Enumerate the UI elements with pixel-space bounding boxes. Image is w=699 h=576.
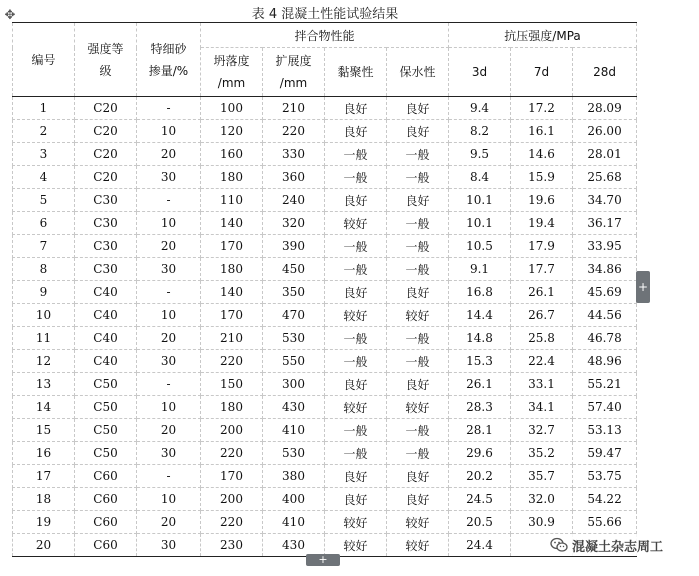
cell-id: 20 <box>13 534 75 557</box>
cell-sand-content: 10 <box>137 304 201 327</box>
cell-grade: C20 <box>75 166 137 189</box>
cell-spread: 530 <box>263 442 325 465</box>
cell-strength-7d: 32.0 <box>511 488 573 511</box>
table-row <box>13 97 637 120</box>
cell-strength-28d: 28.01 <box>573 143 637 166</box>
cell-strength-7d: 33.1 <box>511 373 573 396</box>
cell-strength-28d: 36.17 <box>573 212 637 235</box>
cell-water-retention: 一般 <box>387 258 449 281</box>
watermark <box>548 534 667 556</box>
cell-slump: 180 <box>201 396 263 419</box>
cell-id: 1 <box>13 97 75 120</box>
cell-strength-28d: 25.68 <box>573 166 637 189</box>
cell-id: 17 <box>13 465 75 488</box>
cell-water-retention: 良好 <box>387 120 449 143</box>
cell-grade: C30 <box>75 212 137 235</box>
table-row <box>13 511 637 534</box>
cell-spread: 360 <box>263 166 325 189</box>
table-row <box>13 281 637 304</box>
cell-spread: 450 <box>263 258 325 281</box>
cell-strength-7d: 26.1 <box>511 281 573 304</box>
cell-sand-content: 20 <box>137 419 201 442</box>
cell-water-retention: 一般 <box>387 350 449 373</box>
cell-water-retention: 较好 <box>387 304 449 327</box>
cell-grade: C20 <box>75 143 137 166</box>
cell-slump: 180 <box>201 258 263 281</box>
cell-id: 15 <box>13 419 75 442</box>
cell-strength-3d: 28.3 <box>449 396 511 419</box>
cell-water-retention: 一般 <box>387 327 449 350</box>
cell-strength-28d: 28.09 <box>573 97 637 120</box>
cell-cohesion: 一般 <box>325 442 387 465</box>
cell-sand-content: 30 <box>137 534 201 557</box>
cell-strength-7d: 19.4 <box>511 212 573 235</box>
cell-spread: 430 <box>263 534 325 557</box>
cell-id: 3 <box>13 143 75 166</box>
table-row <box>13 465 637 488</box>
cell-cohesion: 良好 <box>325 488 387 511</box>
cell-strength-7d: 19.6 <box>511 189 573 212</box>
cell-slump: 210 <box>201 327 263 350</box>
cell-slump: 220 <box>201 511 263 534</box>
cell-id: 16 <box>13 442 75 465</box>
header-mix-properties: 拌合物性能 <box>201 23 449 48</box>
cell-spread: 410 <box>263 511 325 534</box>
cell-strength-7d: 22.4 <box>511 350 573 373</box>
cell-grade: C60 <box>75 511 137 534</box>
header-slump: 坍落度 /mm <box>201 48 263 97</box>
cell-cohesion: 良好 <box>325 189 387 212</box>
cell-spread: 470 <box>263 304 325 327</box>
cell-slump: 100 <box>201 97 263 120</box>
cell-strength-3d: 8.4 <box>449 166 511 189</box>
cell-water-retention: 一般 <box>387 143 449 166</box>
header-3d: 3d <box>449 48 511 97</box>
cell-water-retention: 一般 <box>387 442 449 465</box>
cell-id: 7 <box>13 235 75 258</box>
cell-id: 18 <box>13 488 75 511</box>
cell-sand-content: - <box>137 189 201 212</box>
cell-id: 8 <box>13 258 75 281</box>
cell-grade: C30 <box>75 189 137 212</box>
cell-id: 12 <box>13 350 75 373</box>
cell-id: 11 <box>13 327 75 350</box>
cell-strength-3d: 8.2 <box>449 120 511 143</box>
cell-sand-content: 20 <box>137 511 201 534</box>
cell-cohesion: 一般 <box>325 166 387 189</box>
cell-sand-content: 20 <box>137 143 201 166</box>
cell-grade: C40 <box>75 350 137 373</box>
cell-sand-content: - <box>137 373 201 396</box>
cell-slump: 180 <box>201 166 263 189</box>
cell-slump: 140 <box>201 281 263 304</box>
cell-water-retention: 良好 <box>387 488 449 511</box>
cell-strength-28d: 26.00 <box>573 120 637 143</box>
cell-strength-7d: 14.6 <box>511 143 573 166</box>
cell-strength-28d: 45.69 <box>573 281 637 304</box>
cell-strength-3d: 24.5 <box>449 488 511 511</box>
cell-cohesion: 一般 <box>325 143 387 166</box>
cell-strength-28d: 55.66 <box>573 511 637 534</box>
cell-strength-28d: 53.75 <box>573 465 637 488</box>
cell-strength-7d: 35.7 <box>511 465 573 488</box>
add-column-button[interactable]: + <box>636 271 650 303</box>
cell-sand-content: 30 <box>137 442 201 465</box>
cell-slump: 220 <box>201 350 263 373</box>
cell-strength-7d: 34.1 <box>511 396 573 419</box>
cell-strength-7d: 30.9 <box>511 511 573 534</box>
table-row <box>13 396 637 419</box>
cell-grade: C50 <box>75 396 137 419</box>
table-row <box>13 258 637 281</box>
cell-id: 10 <box>13 304 75 327</box>
cell-strength-7d: 35.2 <box>511 442 573 465</box>
cell-grade: C20 <box>75 120 137 143</box>
cell-sand-content: 10 <box>137 488 201 511</box>
header-cohesion: 黏聚性 <box>325 48 387 97</box>
cell-grade: C30 <box>75 235 137 258</box>
cell-strength-7d: 15.9 <box>511 166 573 189</box>
cell-strength-7d: 17.2 <box>511 97 573 120</box>
cell-spread: 410 <box>263 419 325 442</box>
cell-strength-3d: 9.1 <box>449 258 511 281</box>
header-7d: 7d <box>511 48 573 97</box>
cell-sand-content: 30 <box>137 258 201 281</box>
cell-water-retention: 良好 <box>387 189 449 212</box>
table-row <box>13 304 637 327</box>
cell-id: 19 <box>13 511 75 534</box>
cell-strength-28d: 33.95 <box>573 235 637 258</box>
header-spread: 扩展度 /mm <box>263 48 325 97</box>
cell-strength-3d: 16.8 <box>449 281 511 304</box>
table-row <box>13 143 637 166</box>
cell-slump: 230 <box>201 534 263 557</box>
cell-water-retention: 较好 <box>387 534 449 557</box>
cell-strength-3d: 26.1 <box>449 373 511 396</box>
cell-slump: 150 <box>201 373 263 396</box>
cell-sand-content: 10 <box>137 212 201 235</box>
cell-slump: 160 <box>201 143 263 166</box>
table-row <box>13 189 637 212</box>
cell-strength-3d: 10.5 <box>449 235 511 258</box>
cell-cohesion: 较好 <box>325 304 387 327</box>
cell-strength-3d: 10.1 <box>449 212 511 235</box>
cell-strength-7d: 26.7 <box>511 304 573 327</box>
cell-strength-3d: 29.6 <box>449 442 511 465</box>
cell-strength-7d: 17.7 <box>511 258 573 281</box>
cell-strength-3d: 20.5 <box>449 511 511 534</box>
cell-slump: 200 <box>201 419 263 442</box>
cell-strength-7d: 17.9 <box>511 235 573 258</box>
cell-slump: 220 <box>201 442 263 465</box>
cell-cohesion: 一般 <box>325 327 387 350</box>
cell-cohesion: 良好 <box>325 120 387 143</box>
cell-strength-28d: 53.13 <box>573 419 637 442</box>
cell-spread: 320 <box>263 212 325 235</box>
cell-sand-content: 20 <box>137 327 201 350</box>
table-title: 表 4 混凝土性能试验结果 <box>251 7 399 22</box>
table-row <box>13 442 637 465</box>
cell-grade: C40 <box>75 327 137 350</box>
cell-id: 4 <box>13 166 75 189</box>
cell-cohesion: 一般 <box>325 350 387 373</box>
cell-sand-content: 30 <box>137 350 201 373</box>
table-row <box>13 373 637 396</box>
results-table <box>12 22 637 557</box>
cell-grade: C30 <box>75 258 137 281</box>
cell-water-retention: 一般 <box>387 212 449 235</box>
table-row <box>13 212 637 235</box>
cell-cohesion: 良好 <box>325 281 387 304</box>
cell-spread: 400 <box>263 488 325 511</box>
cell-cohesion: 一般 <box>325 235 387 258</box>
cell-strength-3d: 15.3 <box>449 350 511 373</box>
cell-slump: 110 <box>201 189 263 212</box>
cell-spread: 530 <box>263 327 325 350</box>
cell-strength-28d: 48.96 <box>573 350 637 373</box>
header-grade: 强度等 级 <box>75 23 137 97</box>
cell-grade: C50 <box>75 419 137 442</box>
cell-spread: 430 <box>263 396 325 419</box>
cell-grade: C50 <box>75 442 137 465</box>
cell-cohesion: 良好 <box>325 465 387 488</box>
cell-water-retention: 良好 <box>387 373 449 396</box>
cell-spread: 240 <box>263 189 325 212</box>
add-row-button[interactable]: + <box>306 554 340 566</box>
cell-slump: 170 <box>201 235 263 258</box>
cell-strength-7d: 32.7 <box>511 419 573 442</box>
header-sand-content: 特细砂 掺量/% <box>137 23 201 97</box>
cell-grade: C60 <box>75 534 137 557</box>
cell-cohesion: 良好 <box>325 97 387 120</box>
cell-water-retention: 一般 <box>387 419 449 442</box>
cell-slump: 170 <box>201 465 263 488</box>
cell-id: 5 <box>13 189 75 212</box>
cell-strength-7d: 16.1 <box>511 120 573 143</box>
cell-strength-28d: 57.40 <box>573 396 637 419</box>
cell-id: 2 <box>13 120 75 143</box>
table-row <box>13 350 637 373</box>
cell-id: 6 <box>13 212 75 235</box>
cell-grade: C60 <box>75 465 137 488</box>
cell-strength-28d: 46.78 <box>573 327 637 350</box>
table-move-handle-icon[interactable]: ✥ <box>4 8 16 23</box>
cell-id: 13 <box>13 373 75 396</box>
table-row <box>13 327 637 350</box>
cell-id: 9 <box>13 281 75 304</box>
cell-water-retention: 良好 <box>387 97 449 120</box>
table-row <box>13 488 637 511</box>
cell-slump: 170 <box>201 304 263 327</box>
table-row <box>13 419 637 442</box>
cell-slump: 140 <box>201 212 263 235</box>
cell-strength-3d: 9.4 <box>449 97 511 120</box>
cell-cohesion: 一般 <box>325 419 387 442</box>
cell-strength-28d: 44.56 <box>573 304 637 327</box>
cell-spread: 390 <box>263 235 325 258</box>
watermark-text: 混凝土杂志周工 <box>572 539 664 555</box>
header-water-retention: 保水性 <box>387 48 449 97</box>
cell-water-retention: 良好 <box>387 281 449 304</box>
cell-cohesion: 较好 <box>325 534 387 557</box>
table-row <box>13 235 637 258</box>
cell-grade: C40 <box>75 281 137 304</box>
table-row <box>13 166 637 189</box>
cell-water-retention: 良好 <box>387 465 449 488</box>
cell-spread: 550 <box>263 350 325 373</box>
cell-water-retention: 一般 <box>387 235 449 258</box>
cell-strength-3d: 20.2 <box>449 465 511 488</box>
cell-sand-content: 10 <box>137 120 201 143</box>
cell-grade: C40 <box>75 304 137 327</box>
cell-grade: C50 <box>75 373 137 396</box>
cell-slump: 120 <box>201 120 263 143</box>
cell-sand-content: 20 <box>137 235 201 258</box>
cell-cohesion: 较好 <box>325 396 387 419</box>
cell-sand-content: 30 <box>137 166 201 189</box>
cell-spread: 330 <box>263 143 325 166</box>
cell-strength-28d: 55.21 <box>573 373 637 396</box>
cell-strength-3d: 28.1 <box>449 419 511 442</box>
cell-cohesion: 良好 <box>325 373 387 396</box>
header-id: 编号 <box>13 23 75 97</box>
cell-strength-3d: 14.4 <box>449 304 511 327</box>
cell-spread: 300 <box>263 373 325 396</box>
cell-strength-28d: 34.86 <box>573 258 637 281</box>
cell-strength-3d: 24.4 <box>449 534 511 557</box>
cell-water-retention: 较好 <box>387 511 449 534</box>
cell-strength-3d: 14.8 <box>449 327 511 350</box>
cell-strength-28d: 59.47 <box>573 442 637 465</box>
cell-slump: 200 <box>201 488 263 511</box>
cell-water-retention: 一般 <box>387 166 449 189</box>
header-compressive-strength: 抗压强度/MPa <box>449 23 637 48</box>
cell-id: 14 <box>13 396 75 419</box>
cell-strength-3d: 10.1 <box>449 189 511 212</box>
header-28d: 28d <box>573 48 637 97</box>
cell-sand-content: 10 <box>137 396 201 419</box>
wechat-icon <box>550 537 568 553</box>
cell-strength-3d: 9.5 <box>449 143 511 166</box>
cell-cohesion: 较好 <box>325 212 387 235</box>
cell-sand-content: - <box>137 97 201 120</box>
cell-strength-28d: 54.22 <box>573 488 637 511</box>
cell-water-retention: 较好 <box>387 396 449 419</box>
cell-spread: 380 <box>263 465 325 488</box>
cell-spread: 210 <box>263 97 325 120</box>
cell-strength-7d: 25.8 <box>511 327 573 350</box>
cell-grade: C60 <box>75 488 137 511</box>
cell-strength-28d: 34.70 <box>573 189 637 212</box>
cell-spread: 220 <box>263 120 325 143</box>
table-row <box>13 120 637 143</box>
cell-grade: C20 <box>75 97 137 120</box>
cell-spread: 350 <box>263 281 325 304</box>
cell-cohesion: 较好 <box>325 511 387 534</box>
cell-sand-content: - <box>137 281 201 304</box>
cell-sand-content: - <box>137 465 201 488</box>
cell-cohesion: 一般 <box>325 258 387 281</box>
